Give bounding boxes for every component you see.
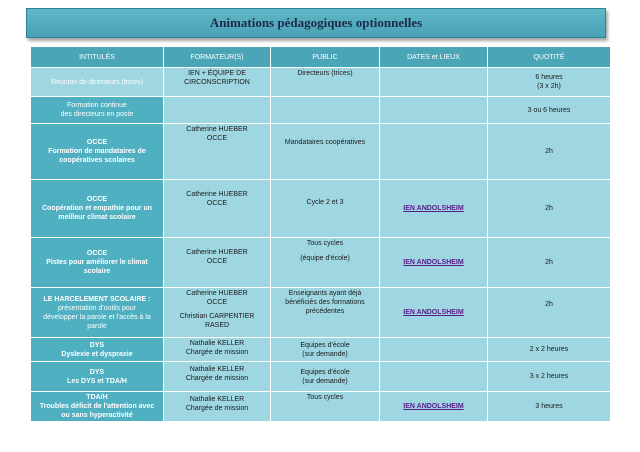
cell-intitule [31, 392, 164, 422]
table-row [31, 180, 611, 238]
animations-table [30, 46, 611, 422]
cell-line: Pistes pour améliorer le climat [46, 259, 148, 266]
cell-line: Nathalie KELLER [189, 340, 245, 347]
cell-dates [380, 68, 488, 97]
ien-andolsheim-link[interactable]: IEN ANDOLSHEIM [403, 403, 464, 410]
cell-public [271, 338, 380, 362]
header-formateurs: FORMATEUR(S) [164, 47, 271, 68]
ien-andolsheim-link[interactable]: IEN ANDOLSHEIM [403, 259, 464, 266]
cell-intitule [31, 362, 164, 392]
cell-intitule [31, 238, 164, 288]
cell-line: Tous cycles [306, 394, 344, 401]
cell-line: parole [87, 322, 107, 330]
cell-line: (équipe d'école) [300, 255, 350, 262]
cell-intitule [31, 180, 164, 238]
cell-quotite [488, 362, 611, 392]
cell-dates [380, 97, 488, 124]
cell-line: Christian CARPENTIER [179, 313, 255, 320]
cell-line: Mandataires coopératives [284, 139, 366, 146]
table-row [31, 288, 611, 338]
cell-line: 6 heures [535, 74, 563, 81]
cell-formateur [164, 362, 271, 392]
cell-line: Réunion de directeurs (trices) [51, 78, 143, 86]
cell-dates [380, 180, 488, 238]
cell-line: présentation d'outils pour [58, 304, 136, 312]
header-dates: DATES et LIEUX [380, 47, 488, 68]
cell-line: Chargée de mission [185, 375, 249, 382]
header-row [31, 47, 611, 68]
cell-line: des directeurs en poste [60, 111, 134, 118]
cell-line: OCCE [86, 139, 108, 146]
table-row [31, 97, 611, 124]
cell-dates [380, 362, 488, 392]
cell-line: RASED [204, 322, 230, 329]
cell-line: 3 x 2 heures [529, 373, 569, 380]
cell-line: Equipes d'école [300, 341, 350, 349]
cell-line: (3 x 2h) [537, 83, 561, 90]
cell-quotite [488, 392, 611, 422]
cell-quotite [488, 338, 611, 362]
cell-line: (sur demande) [302, 377, 348, 385]
ien-andolsheim-link[interactable]: IEN ANDOLSHEIM [403, 205, 464, 212]
cell-public [271, 124, 380, 180]
table-row [31, 124, 611, 180]
cell-formateur [164, 338, 271, 362]
cell-formateur [164, 68, 271, 97]
cell-line: (sur demande) [302, 350, 348, 358]
cell-quotite [488, 288, 611, 338]
table-row [31, 338, 611, 362]
cell-line: OCCE [206, 200, 228, 207]
cell-formateur [164, 124, 271, 180]
cell-public [271, 288, 380, 338]
cell-line: ou sans hyperactivité [61, 412, 133, 419]
cell-line: Formation de mandataires de [48, 148, 146, 155]
cell-dates [380, 338, 488, 362]
cell-line: OCCE [86, 196, 108, 203]
cell-line: Catherine HUEBER [186, 290, 248, 297]
cell-formateur [164, 97, 271, 124]
cell-formateur [164, 180, 271, 238]
cell-intitule [31, 288, 164, 338]
cell-line: coopératives scolaires [59, 157, 135, 164]
cell-line: 2h [545, 205, 553, 212]
cell-line: LE HARCELEMENT SCOLAIRE : [43, 295, 151, 303]
cell-public [271, 97, 380, 124]
cell-line: Coopération et empathie pour un [41, 205, 153, 212]
cell-dates [380, 392, 488, 422]
cell-line: Equipes d'école [300, 368, 350, 376]
cell-line: Formation continue [67, 102, 127, 109]
cell-intitule [31, 338, 164, 362]
header-quotite: QUOTITÉ [488, 47, 611, 68]
cell-public [271, 238, 380, 288]
cell-quotite [488, 124, 611, 180]
cell-public [271, 362, 380, 392]
cell-quotite [488, 238, 611, 288]
cell-line: OCCE [206, 135, 228, 142]
cell-line: OCCE [206, 258, 228, 265]
cell-line: Tous cycles [306, 240, 344, 247]
cell-line: DYS [89, 368, 105, 376]
cell-intitule [31, 68, 164, 97]
cell-line: Nathalie KELLER [189, 366, 245, 373]
cell-formateur [164, 392, 271, 422]
cell-intitule [31, 97, 164, 124]
cell-dates [380, 288, 488, 338]
title-banner [26, 8, 606, 38]
cell-public [271, 392, 380, 422]
cell-quotite [488, 97, 611, 124]
cell-line: OCCE [206, 299, 228, 306]
cell-formateur [164, 288, 271, 338]
cell-line: Catherine HUEBER [186, 249, 248, 256]
cell-line: meilleur climat scolaire [58, 214, 136, 221]
cell-line: Catherine HUEBER [186, 191, 248, 198]
table-row [31, 362, 611, 392]
cell-line: IEN + ÉQUIPE DE [188, 70, 246, 77]
cell-line: Nathalie KELLER [189, 396, 245, 403]
table-row [31, 68, 611, 97]
table-row [31, 392, 611, 422]
header-public: PUBLIC [271, 47, 380, 68]
table-row [31, 238, 611, 288]
cell-line: Les DYS et TDA/H [67, 377, 127, 385]
cell-line: 3 heures [535, 403, 563, 410]
cell-line: 2h [545, 148, 553, 155]
cell-formateur [164, 238, 271, 288]
cell-line: 2h [545, 301, 553, 308]
cell-line: Cycle 2 et 3 [306, 199, 344, 206]
cell-line: Chargée de mission [185, 349, 249, 356]
cell-line: développer la parole et l'accès à la [43, 313, 151, 321]
cell-line: Enseignants ayant déjà [288, 290, 362, 297]
cell-quotite [488, 180, 611, 238]
cell-line: bénéficiés des formations [285, 299, 365, 306]
cell-line: Troubles déficit de l'attention avec [39, 403, 155, 410]
cell-public [271, 180, 380, 238]
cell-line: DYS [89, 341, 105, 349]
cell-line: Catherine HUEBER [186, 126, 248, 133]
cell-quotite [488, 68, 611, 97]
cell-line: OCCE [86, 250, 108, 257]
cell-public [271, 68, 380, 97]
cell-line: scolaire [83, 268, 111, 275]
cell-line: 3 ou 6 heures [527, 106, 571, 114]
header-intitules: INTITULÉS [31, 47, 164, 68]
cell-line: CIRCONSCRIPTION [184, 79, 250, 86]
cell-dates [380, 124, 488, 180]
cell-line: Chargée de mission [185, 405, 249, 412]
ien-andolsheim-link[interactable]: IEN ANDOLSHEIM [403, 309, 464, 316]
cell-intitule [31, 124, 164, 180]
cell-line: TDA/H [86, 394, 108, 401]
cell-line: 2h [545, 259, 553, 266]
page-title: Animations pédagogiques optionnelles [209, 15, 423, 30]
cell-line: Directeurs (trices) [297, 70, 353, 77]
cell-line: 2 x 2 heures [529, 346, 569, 353]
cell-line: Dyslexie et dyspraxie [61, 350, 133, 358]
cell-line: précédentes [305, 308, 345, 315]
cell-dates [380, 238, 488, 288]
